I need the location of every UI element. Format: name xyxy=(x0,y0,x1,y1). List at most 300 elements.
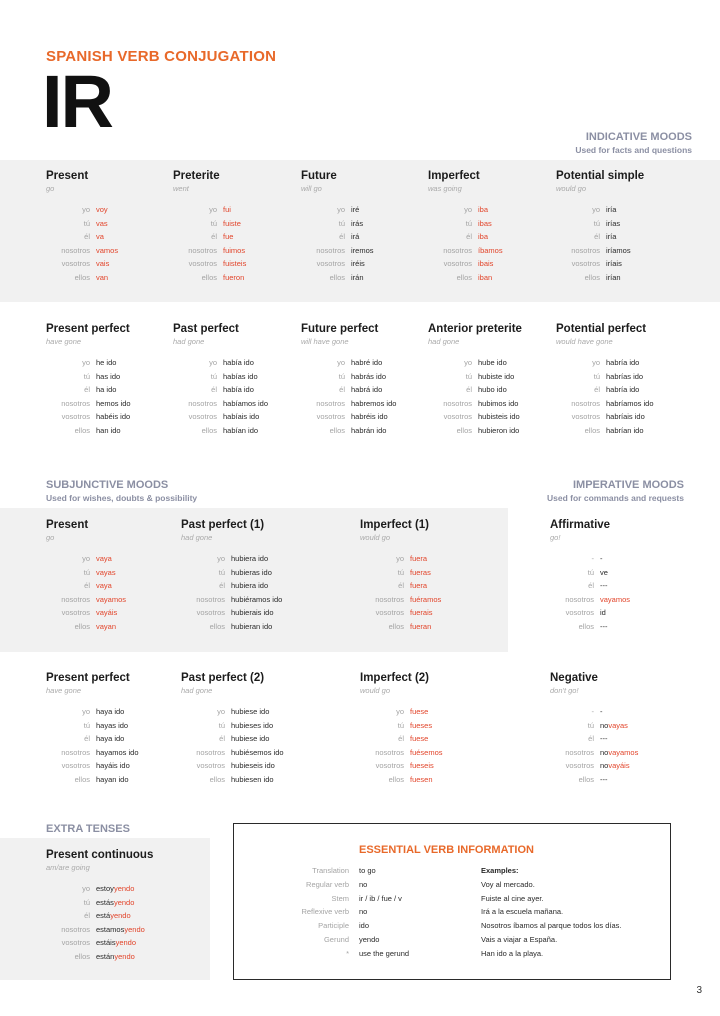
pronoun: él xyxy=(211,232,217,242)
tense-name: Past perfect (2) xyxy=(181,672,265,684)
subjunctive-subtitle: Used for wishes, doubts & possibility xyxy=(46,493,198,503)
page-subtitle: SPANISH VERB CONJUGATION xyxy=(46,48,277,65)
pronoun: vosotros xyxy=(443,412,472,422)
stem: habíais ido xyxy=(223,412,260,422)
conjugation-row xyxy=(46,424,171,438)
stem: id xyxy=(600,608,606,618)
conjugation-row xyxy=(428,356,553,370)
conjugation-row xyxy=(46,732,171,746)
conjugation-row xyxy=(46,579,171,593)
stem: hubiésemos ido xyxy=(231,747,284,757)
pronoun: yo xyxy=(592,205,600,214)
ending: yendo xyxy=(114,951,135,961)
pronoun: tú xyxy=(593,218,600,228)
conjugation-row xyxy=(428,370,553,384)
ending: íbamos xyxy=(478,245,503,255)
conjugation-rows xyxy=(428,203,553,285)
example-sentence: Han ido a la playa. xyxy=(481,948,544,958)
stem: irán xyxy=(351,272,364,282)
pronoun: nosotros xyxy=(61,245,90,255)
conjugation-row xyxy=(46,410,171,424)
conjugation-rows xyxy=(550,705,675,787)
conjugation-row xyxy=(556,383,681,397)
conjugation-row xyxy=(46,271,171,285)
conjugation-row xyxy=(173,271,298,285)
ending: ibais xyxy=(478,259,494,269)
pronoun: él xyxy=(466,385,472,395)
ending: fueron xyxy=(223,272,245,282)
stem: hubimos ido xyxy=(478,398,519,408)
pronoun: yo xyxy=(592,358,600,367)
pronoun: ellos xyxy=(329,272,345,282)
stem: hayas ido xyxy=(96,720,129,730)
pronoun: vosotros xyxy=(61,412,90,422)
tense-meaning: would go xyxy=(360,533,391,542)
conjugation-row xyxy=(428,230,553,244)
tense-block xyxy=(301,323,426,438)
conjugation-row xyxy=(556,356,681,370)
tense-meaning: had gone xyxy=(181,686,213,695)
info-label: Translation xyxy=(312,866,349,875)
tense-meaning: go xyxy=(46,184,55,193)
info-value: yendo xyxy=(359,934,380,944)
conjugation-row xyxy=(181,606,306,620)
conjugation-row xyxy=(360,552,485,566)
pronoun: vosotros xyxy=(61,259,90,269)
ending: yendo xyxy=(110,911,131,921)
pronoun: tú xyxy=(83,897,90,907)
pronoun: tú xyxy=(397,720,404,730)
conjugation-row xyxy=(360,719,485,733)
stem: hubiste ido xyxy=(478,371,515,381)
pronoun: ellos xyxy=(201,272,217,282)
tense-name: Imperfect xyxy=(428,170,480,182)
pronoun: tú xyxy=(338,218,345,228)
info-row xyxy=(244,878,409,892)
conjugation-row xyxy=(46,383,171,397)
pronoun: él xyxy=(466,232,472,242)
stem: habríamos ido xyxy=(606,398,654,408)
info-value: no xyxy=(359,907,368,917)
conjugation-row xyxy=(46,705,171,719)
tense-name: Present continuous xyxy=(46,849,154,861)
conjugation-row xyxy=(301,356,426,370)
pronoun: ellos xyxy=(74,951,90,961)
pronoun: vosotros xyxy=(61,761,90,771)
tense-block xyxy=(550,672,675,787)
conjugation-row xyxy=(46,719,171,733)
conjugation-row xyxy=(556,271,681,285)
conjugation-row xyxy=(46,950,171,964)
tense-meaning: went xyxy=(173,184,189,193)
stem: hubierais ido xyxy=(231,608,274,618)
stem: irá xyxy=(351,232,360,242)
conjugation-row xyxy=(46,882,171,896)
stem: irás xyxy=(351,218,364,228)
pronoun: nosotros xyxy=(61,747,90,757)
tense-name: Past perfect (1) xyxy=(181,519,265,531)
example-sentence: Irá a la escuela mañana. xyxy=(481,907,564,917)
conjugation-row xyxy=(46,257,171,271)
ending: fueras xyxy=(410,567,431,577)
pronoun: nosotros xyxy=(565,747,594,757)
stem: estás xyxy=(96,897,114,907)
pronoun: yo xyxy=(217,554,225,563)
conjugation-row xyxy=(181,746,306,760)
stem: haya ido xyxy=(96,734,125,744)
ending: fueses xyxy=(410,720,433,730)
ending: vayamos xyxy=(96,594,127,604)
conjugation-row xyxy=(556,257,681,271)
conjugation-row xyxy=(301,257,426,271)
conjugation-row xyxy=(550,620,675,634)
tense-meaning: have gone xyxy=(46,686,82,695)
conjugation-rows xyxy=(301,356,426,438)
tense-name: Present xyxy=(46,170,89,182)
tense-block xyxy=(556,323,681,438)
pronoun: nosotros xyxy=(196,747,225,757)
stem: ha ido xyxy=(96,385,117,395)
ending: vayáis xyxy=(96,608,118,618)
stem: irías xyxy=(606,218,621,228)
conjugation-row xyxy=(428,257,553,271)
pronoun: tú xyxy=(218,567,225,577)
stem: hayáis ido xyxy=(96,761,130,771)
pronoun: tú xyxy=(587,720,594,730)
tense-block xyxy=(46,519,171,634)
conjugation-row xyxy=(181,579,306,593)
pronoun: él xyxy=(219,734,225,744)
extra-title: EXTRA TENSES xyxy=(46,823,130,835)
pronoun: yo xyxy=(396,707,404,716)
info-row xyxy=(244,892,409,906)
conjugation-rows xyxy=(428,356,553,438)
tense-meaning: go xyxy=(46,533,55,542)
stem: - xyxy=(600,707,603,716)
pronoun: tú xyxy=(593,371,600,381)
pronoun: ellos xyxy=(209,621,225,631)
conjugation-row xyxy=(181,773,306,787)
tense-meaning: don't go! xyxy=(550,686,579,695)
pronoun: tú xyxy=(83,567,90,577)
conjugation-row xyxy=(556,424,681,438)
conjugation-row xyxy=(46,244,171,258)
stem: habremos ido xyxy=(351,398,397,408)
ending: fuese xyxy=(410,734,429,744)
stem: no xyxy=(600,747,609,757)
tense-block xyxy=(46,849,171,964)
conjugation-row xyxy=(173,370,298,384)
info-row xyxy=(244,905,409,919)
conjugation-row xyxy=(360,606,485,620)
conjugation-row xyxy=(181,759,306,773)
ending: fuiste xyxy=(223,218,241,228)
pronoun: nosotros xyxy=(196,594,225,604)
pronoun: él xyxy=(339,385,345,395)
tense-meaning: go! xyxy=(550,533,561,542)
tense-block xyxy=(301,170,426,285)
conjugation-rows xyxy=(46,705,171,787)
ending: va xyxy=(96,232,104,242)
pronoun: ellos xyxy=(329,425,345,435)
pronoun: vosotros xyxy=(565,761,594,771)
conjugation-row xyxy=(181,732,306,746)
conjugation-row xyxy=(360,773,485,787)
pronoun: él xyxy=(588,734,594,744)
stem: hubieran ido xyxy=(231,621,273,631)
stem: hubiera ido xyxy=(231,554,269,563)
ending: fuera xyxy=(410,581,428,591)
pronoun: ellos xyxy=(74,272,90,282)
info-label: Regular verb xyxy=(306,879,349,889)
conjugation-row xyxy=(550,566,675,580)
conjugation-row xyxy=(360,705,485,719)
ending: yendo xyxy=(113,897,135,907)
conjugation-row xyxy=(173,230,298,244)
ending: iban xyxy=(478,272,493,282)
stem: hubiese ido xyxy=(231,734,270,744)
pronoun: ellos xyxy=(584,272,600,282)
stem: habré ido xyxy=(351,358,383,367)
tense-name: Imperfect (2) xyxy=(360,672,430,684)
tense-meaning: am/are going xyxy=(46,863,90,872)
pronoun: vosotros xyxy=(61,608,90,618)
pronoun: ellos xyxy=(74,621,90,631)
ending: ibas xyxy=(478,218,492,228)
conjugation-rows xyxy=(173,203,298,285)
conjugation-row xyxy=(550,606,675,620)
ending: fuéramos xyxy=(410,594,442,604)
tense-block xyxy=(428,323,553,438)
pronoun: nosotros xyxy=(375,747,404,757)
pronoun: nosotros xyxy=(61,924,90,934)
conjugation-row xyxy=(46,552,171,566)
pronoun: ellos xyxy=(456,272,472,282)
pronoun: vosotros xyxy=(316,259,345,269)
conjugation-row xyxy=(46,606,171,620)
info-value: ido xyxy=(359,921,370,931)
conjugation-row xyxy=(550,732,675,746)
conjugation-row xyxy=(550,773,675,787)
stem: habrá ido xyxy=(351,385,383,395)
pronoun: él xyxy=(588,581,594,591)
tense-block xyxy=(360,672,485,787)
conjugation-row xyxy=(428,397,553,411)
stem: habrán ido xyxy=(351,425,387,435)
pronoun: él xyxy=(398,581,404,591)
conjugation-row xyxy=(301,397,426,411)
pronoun: nosotros xyxy=(316,245,345,255)
stem: habría ido xyxy=(606,385,640,395)
tense-block xyxy=(428,170,553,285)
conjugation-row xyxy=(360,566,485,580)
pronoun: vosotros xyxy=(196,761,225,771)
conjugation-rows xyxy=(360,552,485,634)
ending: vayan xyxy=(96,621,117,631)
conjugation-row xyxy=(46,936,171,950)
ending: yendo xyxy=(115,938,137,948)
conjugation-row xyxy=(301,203,426,217)
stem: habían ido xyxy=(223,425,259,435)
conjugation-row xyxy=(46,397,171,411)
pronoun: vosotros xyxy=(443,259,472,269)
pronoun: nosotros xyxy=(188,398,217,408)
ending: fue xyxy=(223,232,234,242)
stem: habrían ido xyxy=(606,425,644,435)
stem: habría ido xyxy=(606,358,640,367)
ending: fuisteis xyxy=(223,259,247,269)
imperative-subtitle: Used for commands and requests xyxy=(547,493,684,503)
examples-label: Examples: xyxy=(481,866,519,875)
info-row xyxy=(244,919,409,933)
stem: hayan ido xyxy=(96,774,129,784)
conjugation-row xyxy=(46,923,171,937)
examples xyxy=(481,864,622,961)
ending: iba xyxy=(478,205,489,214)
conjugation-row xyxy=(360,732,485,746)
pronoun: ellos xyxy=(578,774,594,784)
pronoun: tú xyxy=(338,371,345,381)
pronoun: vosotros xyxy=(188,259,217,269)
ending: vas xyxy=(96,218,108,228)
stem: hubieses ido xyxy=(231,720,274,730)
stem: habréis ido xyxy=(351,412,388,422)
info-rows xyxy=(244,864,409,961)
conjugation-row xyxy=(173,244,298,258)
conjugation-row xyxy=(46,356,171,370)
pronoun: ellos xyxy=(388,621,404,631)
conjugation-row xyxy=(428,271,553,285)
pronoun: él xyxy=(211,385,217,395)
conjugation-row xyxy=(46,370,171,384)
tense-name: Imperfect (1) xyxy=(360,519,430,531)
info-row xyxy=(244,947,409,961)
pronoun: él xyxy=(84,911,90,921)
conjugation-row xyxy=(428,410,553,424)
pronoun: nosotros xyxy=(61,398,90,408)
conjugation-rows xyxy=(46,203,171,285)
stem: has ido xyxy=(96,371,121,381)
pronoun: él xyxy=(219,581,225,591)
info-row xyxy=(244,864,409,878)
tense-name: Future xyxy=(301,170,337,182)
stem: estoy xyxy=(96,884,114,893)
pronoun: yo xyxy=(209,205,217,214)
pronoun: tú xyxy=(83,371,90,381)
stem: --- xyxy=(600,621,608,631)
tense-name: Anterior preterite xyxy=(428,323,522,335)
tense-block xyxy=(556,170,681,285)
info-value: use the gerund xyxy=(359,948,410,958)
stem: habríais ido xyxy=(606,412,645,422)
conjugation-rows xyxy=(181,705,306,787)
pronoun: nosotros xyxy=(565,594,594,604)
conjugation-row xyxy=(556,244,681,258)
conjugation-row xyxy=(181,552,306,566)
stem: iré xyxy=(351,205,360,214)
pronoun: tú xyxy=(210,218,217,228)
pronoun: vosotros xyxy=(375,761,404,771)
example-sentence: Fuiste al cine ayer. xyxy=(481,893,544,903)
tense-meaning: would have gone xyxy=(556,337,613,346)
ending: fuerais xyxy=(410,608,433,618)
ending: vayas xyxy=(96,567,116,577)
ending: iba xyxy=(478,232,489,242)
tense-meaning: had gone xyxy=(181,533,213,542)
conjugation-rows xyxy=(301,203,426,285)
stem: habíamos ido xyxy=(223,398,269,408)
pronoun: él xyxy=(594,232,600,242)
ending: voy xyxy=(96,205,108,214)
stem: ve xyxy=(600,567,608,577)
info-label: Reflexive verb xyxy=(301,907,349,917)
verb-title: IR xyxy=(42,60,112,143)
conjugation-row xyxy=(428,203,553,217)
pronoun: él xyxy=(339,232,345,242)
stem: he ido xyxy=(96,358,117,367)
tense-block xyxy=(550,519,675,634)
pronoun: ellos xyxy=(209,774,225,784)
conjugation-row xyxy=(301,217,426,231)
stem: irían xyxy=(606,272,621,282)
tense-block xyxy=(46,672,171,787)
conjugation-row xyxy=(46,203,171,217)
pronoun: ellos xyxy=(584,425,600,435)
conjugation-row xyxy=(301,383,426,397)
pronoun: yo xyxy=(464,358,472,367)
conjugation-row xyxy=(550,552,675,566)
ending: fuesen xyxy=(410,774,433,784)
info-title: ESSENTIAL VERB INFORMATION xyxy=(359,844,534,856)
stem: hubiese ido xyxy=(231,707,270,716)
pronoun: - xyxy=(591,707,594,716)
pronoun: nosotros xyxy=(375,594,404,604)
conjugation-row xyxy=(550,705,675,719)
stem: había ido xyxy=(223,358,254,367)
pronoun: yo xyxy=(209,358,217,367)
ending: vais xyxy=(96,259,110,269)
stem: hubieras ido xyxy=(231,567,272,577)
stem: iría xyxy=(606,232,617,242)
pronoun: tú xyxy=(397,567,404,577)
conjugation-row xyxy=(556,410,681,424)
pronoun: ellos xyxy=(74,425,90,435)
conjugation-row xyxy=(46,759,171,773)
pronoun: él xyxy=(84,734,90,744)
conjugation-row xyxy=(550,746,675,760)
essential-info-box xyxy=(233,823,671,980)
conjugation-row xyxy=(428,244,553,258)
pronoun: vosotros xyxy=(375,608,404,618)
conjugation-rows xyxy=(550,552,675,634)
pronoun: tú xyxy=(218,720,225,730)
stem: no xyxy=(600,761,609,771)
conjugation-row xyxy=(46,909,171,923)
tense-name: Affirmative xyxy=(550,519,611,531)
pronoun: él xyxy=(594,385,600,395)
conjugation-row xyxy=(181,566,306,580)
pronoun: tú xyxy=(465,371,472,381)
tense-meaning: was going xyxy=(428,184,462,193)
ending: vaya xyxy=(96,581,112,591)
conjugation-row xyxy=(301,230,426,244)
stem: han ido xyxy=(96,425,121,435)
conjugation-rows xyxy=(46,356,171,438)
conjugation-row xyxy=(173,217,298,231)
ending: vayáis xyxy=(608,761,630,771)
indicative-mood-header xyxy=(575,131,692,155)
conjugation-row xyxy=(46,746,171,760)
